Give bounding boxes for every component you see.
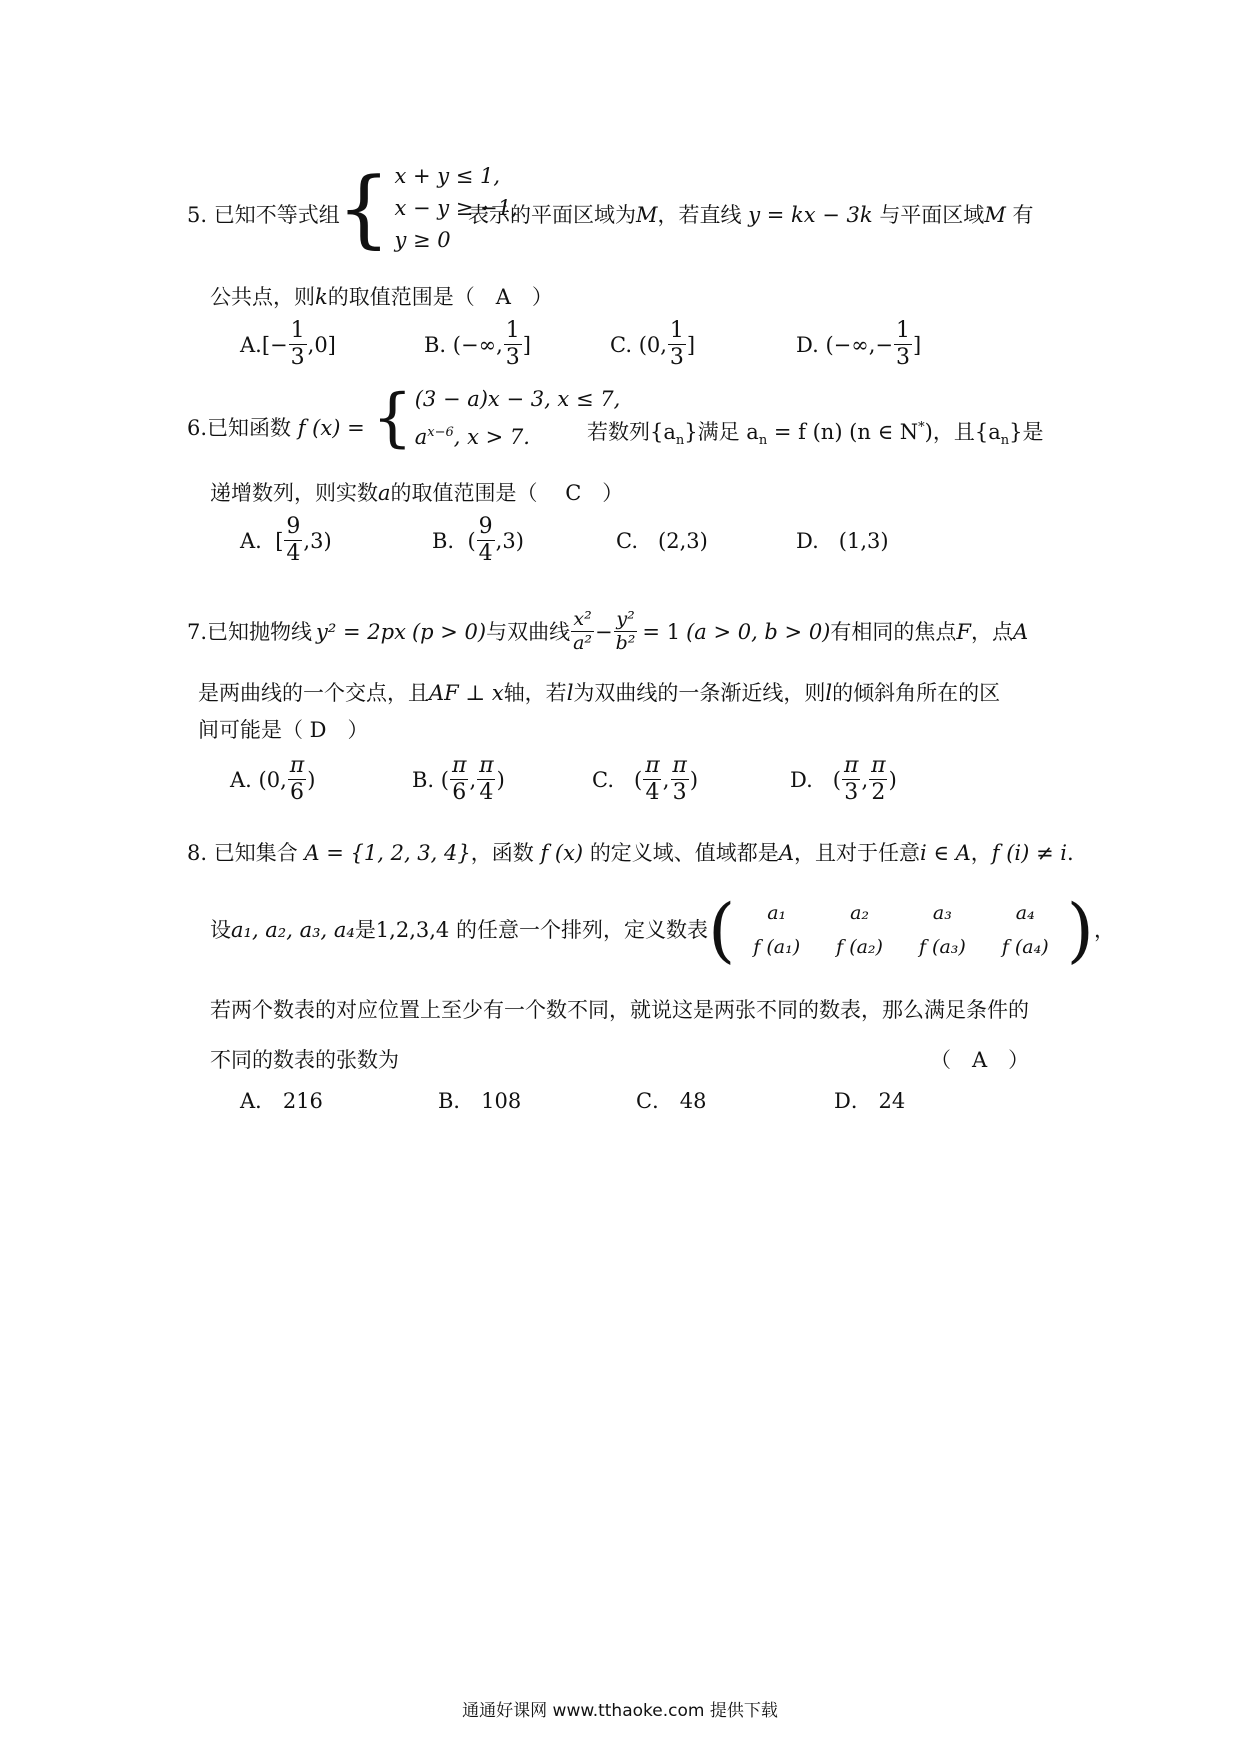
q8-text: 不同的数表的张数为	[210, 1048, 399, 1072]
fraction	[668, 320, 686, 369]
q5-text: 公共点，则	[210, 285, 315, 309]
q7-cond: (a > 0, b > 0)	[686, 619, 831, 644]
matrix-row	[735, 896, 1066, 930]
subscript: n	[675, 433, 685, 449]
q8-text: ，且对于任意	[793, 841, 920, 865]
fraction	[288, 755, 306, 804]
option-text: ]	[522, 332, 531, 357]
case-base: a	[414, 425, 428, 449]
q7-option-c: C. ( $\frac{\pi}{4}$ , $\frac{\pi}{3}$ )	[592, 753, 699, 805]
q6-option-a	[240, 516, 432, 565]
q8-line2	[210, 889, 1115, 971]
subscript: n	[758, 433, 768, 449]
q6-var-a: a	[378, 481, 391, 505]
option-text: )	[307, 767, 316, 792]
brace-icon: {	[337, 159, 391, 257]
denominator: 3	[290, 345, 305, 370]
matrix-cell: f (a₃)	[918, 936, 966, 958]
q5-answer-text: 的取值范围是（ A ）	[327, 285, 553, 309]
denominator: 3	[505, 345, 520, 370]
q5-ineq-2: x − y ≥ −1,	[394, 196, 518, 220]
option-label: C.	[610, 332, 632, 357]
q5-ineq-1: x + y ≤ 1,	[394, 164, 501, 188]
option-label: A.	[240, 528, 262, 553]
superscript: *	[918, 420, 925, 435]
option-text: ,3)	[303, 528, 332, 553]
q8-text: .	[1066, 841, 1074, 865]
option-text: (	[832, 767, 841, 792]
q8-text: 设	[210, 918, 231, 942]
denominator: 3	[844, 780, 859, 805]
q7-cond: (p > 0)	[411, 619, 487, 644]
q6-options	[240, 516, 889, 565]
q6-text: = f (n) (n ∈ N	[767, 420, 919, 444]
q7-options	[230, 755, 897, 804]
option-label: D.	[790, 767, 813, 792]
option-text: (2,3)	[658, 528, 708, 553]
option-text: (1,3)	[838, 528, 889, 553]
option-label: B.	[432, 528, 455, 553]
q5-option-d	[796, 320, 921, 369]
q8-fi: f (i) ≠ i	[991, 841, 1067, 865]
fraction	[614, 610, 638, 653]
option-text: (−∞,−	[825, 332, 894, 357]
numerator: π	[844, 753, 859, 778]
q7-text: 有相同的焦点	[830, 619, 957, 644]
fraction	[670, 755, 688, 804]
q5-line-eq: y = kx − 3k	[748, 203, 873, 227]
numerator: 1	[896, 318, 911, 343]
fraction	[477, 755, 495, 804]
q8-option-d: D． 24	[834, 1089, 906, 1113]
q5-option-a	[240, 320, 424, 369]
right-paren-icon: )	[1066, 889, 1094, 971]
q6-line2	[210, 478, 623, 508]
q8-options	[240, 1085, 905, 1115]
numerator: π	[645, 753, 660, 778]
denominator: b²	[615, 632, 636, 654]
option-text: ,0]	[307, 332, 336, 357]
q6-option-d	[796, 529, 889, 553]
q7-af: AF ⊥ x	[429, 681, 504, 705]
matrix-row	[735, 930, 1066, 964]
q8-text: 的定义域、值域都是	[589, 841, 779, 865]
matrix-cell: a₂	[850, 902, 870, 924]
q5-text: 表示的平面区域为	[468, 203, 636, 227]
denominator: 3	[669, 345, 684, 370]
matrix-cell: a₄	[1015, 902, 1035, 924]
case-rest: , x > 7.	[453, 425, 530, 449]
q8-i-in-A: i ∈ A	[919, 841, 971, 865]
q7-text: 是两曲线的一个交点，且	[198, 681, 429, 705]
subscript: n	[1000, 433, 1010, 449]
numerator: 1	[290, 318, 305, 343]
q6-prefix: 6.已知函数	[187, 416, 292, 440]
numerator: 9	[286, 514, 301, 539]
q6-option-c	[616, 529, 796, 553]
q8-var-A: A	[778, 841, 794, 865]
q7-var-l: l	[825, 681, 833, 705]
q7-var-A: A	[1012, 619, 1029, 644]
fraction	[643, 755, 661, 804]
denominator: 6	[290, 780, 304, 805]
option-label: B.	[424, 332, 447, 357]
option-text: (	[467, 528, 476, 553]
option-label: A.	[240, 332, 262, 357]
q7-line1	[187, 610, 1028, 653]
q8-option-b: B． 108	[438, 1089, 522, 1113]
q7-line2	[198, 678, 1000, 708]
numerator: π	[452, 753, 467, 778]
q6-text: 递增数列，则实数	[210, 481, 378, 505]
numerator: x²	[573, 608, 592, 630]
option-label: D.	[796, 332, 819, 357]
fraction	[842, 755, 860, 804]
q7-prefix: 7.已知抛物线	[187, 619, 313, 644]
q6-text: }满足 a	[684, 420, 759, 444]
q5-text: 与平面区域	[879, 203, 985, 227]
q7-var-F: F	[956, 619, 971, 644]
numerator: 9	[478, 514, 493, 539]
q5-text: ，若直线	[657, 203, 742, 227]
option-text: [	[275, 528, 284, 553]
numerator: y²	[616, 608, 635, 630]
q5-text: 有	[1012, 203, 1034, 227]
q8-text: ，	[1093, 918, 1115, 942]
denominator: 4	[286, 541, 301, 566]
q6-text: 若数列{a	[587, 420, 676, 444]
q5-options	[240, 320, 921, 369]
q5-option-b	[424, 320, 610, 369]
matrix-cell: f (a₁)	[753, 936, 801, 958]
fraction	[869, 755, 887, 804]
q6-line1-rest	[587, 413, 1044, 456]
matrix-cell: a₃	[932, 902, 952, 924]
option-text: (	[634, 767, 643, 792]
fraction	[894, 320, 912, 369]
q8-option-a: A． 216	[240, 1089, 323, 1113]
denominator: 3	[672, 780, 687, 805]
q5-ineq-3: y ≥ 0	[394, 228, 451, 252]
option-text: ]	[913, 332, 922, 357]
q8-fx: f (x)	[540, 841, 584, 865]
denominator: a²	[573, 632, 593, 654]
q7-option-b: B. ( $\frac{\pi}{6}$ , $\frac{\pi}{4}$ )	[412, 753, 505, 805]
option-text: )	[689, 767, 699, 792]
q8-perm: a₁, a₂, a₃, a₄	[231, 918, 355, 942]
option-label: C.	[616, 528, 638, 553]
q8-answer: （ A ）	[930, 1048, 1030, 1072]
denominator: 4	[645, 780, 660, 805]
fraction	[289, 320, 307, 369]
q6-option-b	[432, 516, 616, 565]
option-text: [−	[261, 332, 288, 357]
option-text: )	[496, 767, 505, 792]
option-text: (	[440, 767, 449, 792]
matrix-cell: f (a₂)	[836, 936, 883, 958]
q8-line4	[210, 1045, 1030, 1075]
matrix-table	[735, 896, 1066, 964]
numerator: π	[871, 753, 886, 778]
q5-line1	[187, 200, 340, 230]
option-label: B.	[412, 767, 435, 792]
q5-var-M: M	[636, 203, 658, 227]
denominator: 3	[896, 345, 911, 370]
q8-text: 是1,2,3,4 的任意一个排列，定义数表	[354, 918, 708, 942]
fraction	[504, 320, 522, 369]
q6-line1	[187, 413, 365, 443]
q7-parabola: y² = 2px	[316, 619, 406, 644]
q5-option-c	[610, 320, 796, 369]
numerator: π	[479, 753, 494, 778]
option-label: D.	[796, 528, 819, 553]
numerator: 1	[669, 318, 684, 343]
fraction	[477, 516, 495, 565]
q8-set: A = {1, 2, 3, 4}	[304, 841, 471, 865]
q7-text: ，点	[970, 619, 1013, 644]
denominator: 4	[479, 780, 494, 805]
q5-var-k: k	[315, 285, 328, 309]
q8-line1	[187, 838, 1074, 868]
q7-text: 轴，若	[503, 681, 567, 705]
q5-var-M: M	[984, 203, 1006, 227]
fraction	[284, 516, 302, 565]
q7-text: 的倾斜角所在的区	[832, 681, 1001, 705]
option-label: A.	[230, 767, 252, 792]
q6-text: }是	[1009, 420, 1044, 444]
case-exp: x−6	[427, 425, 454, 440]
q8-line3	[210, 995, 1029, 1025]
left-paren-icon: (	[707, 889, 736, 971]
q8-matrix	[707, 889, 1094, 971]
option-text: ,3)	[495, 528, 524, 553]
q7-option-d: D. ( $\frac{\pi}{3}$ , $\frac{\pi}{2}$ )	[790, 753, 897, 805]
page-footer: 通通好课网 www.tthaoke.com 提供下载	[462, 1701, 778, 1721]
q6-piecewise	[372, 382, 620, 454]
q7-text: 为双曲线的一条渐近线，则	[573, 681, 826, 705]
numerator: 1	[505, 318, 520, 343]
q5-line1-rest	[468, 200, 1034, 230]
matrix-cell: f (a₄)	[1001, 936, 1049, 958]
q8-text: ，	[970, 841, 992, 865]
option-text: )	[888, 767, 897, 792]
q5-prefix: 5. 已知不等式组	[187, 203, 340, 227]
option-text: ]	[686, 332, 696, 357]
q7-line3	[198, 715, 369, 745]
denominator: 6	[452, 780, 467, 805]
fraction	[450, 755, 468, 804]
q8-text: ，函数	[470, 841, 534, 865]
option-text: (0,	[258, 767, 287, 792]
numerator: π	[672, 753, 687, 778]
q7-option-a	[230, 755, 412, 804]
q6-text: )，且{a	[924, 420, 1001, 444]
q8-option-c: C． 48	[636, 1089, 707, 1113]
q5-line2	[210, 282, 553, 312]
q8-text: 若两个数表的对应位置上至少有一个数不同，就说这是两张不同的数表，那么满足条件的	[210, 998, 1029, 1022]
q6-fx: f (x) =	[297, 416, 365, 440]
q7-text: 与双曲线	[486, 619, 571, 644]
option-text: (0,	[638, 332, 667, 357]
option-label: C.	[592, 767, 614, 792]
q6-case-1: (3 − a)x − 3, x ≤ 7,	[414, 387, 621, 411]
q7-minus: −	[595, 619, 613, 644]
fraction	[571, 610, 594, 653]
denominator: 2	[871, 780, 886, 805]
q8-prefix: 8. 已知集合	[187, 841, 298, 865]
numerator: π	[289, 753, 305, 778]
q7-eq: = 1	[642, 619, 681, 644]
q7-var-l: l	[566, 681, 574, 705]
brace-icon: {	[372, 381, 413, 455]
q7-answer-text: 间可能是（ D ）	[198, 718, 369, 742]
q6-answer-text: 的取值范围是（ C ）	[390, 481, 624, 505]
option-text: (−∞,	[452, 332, 503, 357]
denominator: 4	[478, 541, 493, 566]
matrix-cell: a₁	[767, 902, 787, 924]
